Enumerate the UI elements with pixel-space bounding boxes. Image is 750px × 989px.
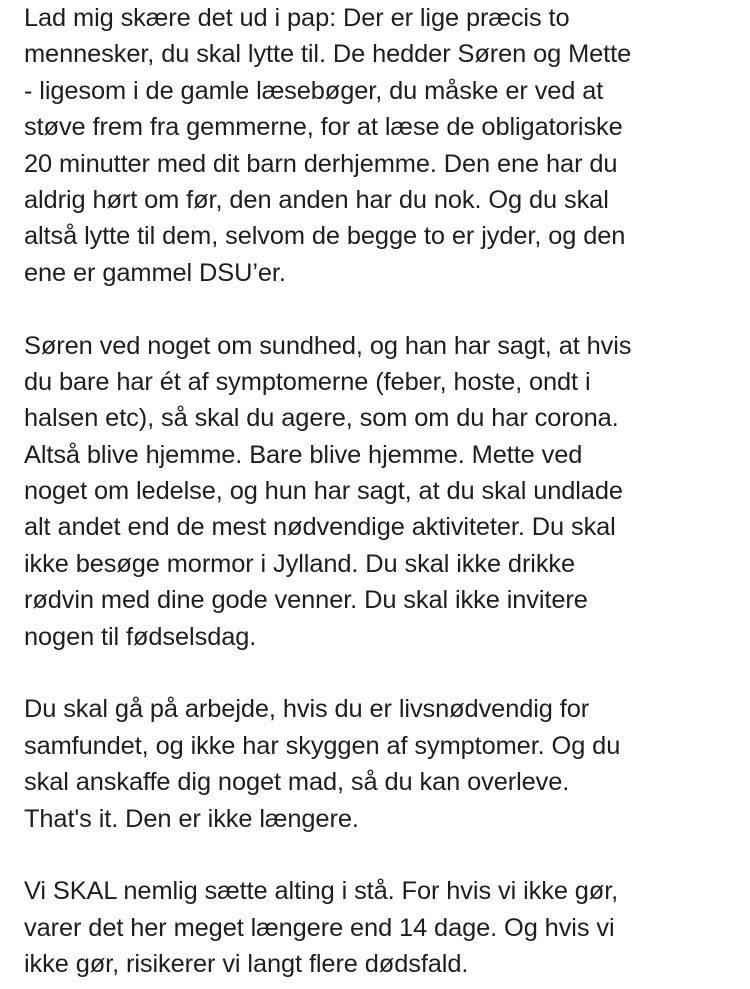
post-line: ikke gør, risikerer vi langt flere dødsfald. <box>24 950 469 979</box>
paragraph-gap <box>24 655 744 691</box>
post-line: Altså blive hjemme. Bare blive hjemme. Mette ved <box>24 440 583 469</box>
post-line: That's it. Den er ikke længere. <box>24 804 359 833</box>
post-line: samfundet, og ikke har skyggen af symptomer. Og du <box>24 731 621 760</box>
post-line: Vi SKAL nemlig sætte alting i stå. For hvis vi ikke gør, <box>24 877 619 906</box>
post-line: 20 minutter med dit barn derhjemme. Den ene har du <box>24 149 618 178</box>
post-line: skal anskaffe dig noget mad, så du kan overleve. <box>24 768 570 797</box>
post-line: altså lytte til dem, selvom de begge to er jyder, og den <box>24 222 626 251</box>
post-body <box>24 0 744 983</box>
post-line: varer det her meget længere end 14 dage. Og hvis vi <box>24 913 615 942</box>
post-paragraph-1 <box>24 0 744 291</box>
post-paragraph-4 <box>24 873 744 982</box>
post-line: mennesker, du skal lytte til. De hedder Søren og Mette <box>24 40 632 69</box>
post-line: aldrig hørt om før, den anden har du nok. Og du skal <box>24 185 609 214</box>
post-line: ene er gammel DSU’er. <box>24 258 286 287</box>
post-paragraph-3 <box>24 691 744 837</box>
post-line: Søren ved noget om sundhed, og han har sagt, at hvis <box>24 331 632 360</box>
post-paragraph-2 <box>24 328 744 656</box>
post-line: ikke besøge mormor i Jylland. Du skal ikke drikke <box>24 549 576 578</box>
post-line: noget om ledelse, og hun har sagt, at du skal undlade <box>24 477 623 506</box>
post-line: du bare har ét af symptomerne (feber, hoste, ondt i <box>24 367 591 396</box>
post-line: halsen etc), så skal du agere, som om du har corona. <box>24 404 619 433</box>
post-line: Du skal gå på arbejde, hvis du er livsnødvendig for <box>24 695 590 724</box>
post-line: Lad mig skære det ud i pap: Der er lige præcis to <box>24 4 570 32</box>
post-line: rødvin med dine gode venner. Du skal ikke invitere <box>24 586 588 615</box>
post-line: nogen til fødselsdag. <box>24 622 257 651</box>
post-line: - ligesom i de gamle læsebøger, du måske er ved at <box>24 76 604 105</box>
post-line: støve frem fra gemmerne, for at læse de obligatoriske <box>24 113 623 142</box>
paragraph-gap <box>24 291 744 327</box>
post-line: alt andet end de mest nødvendige aktiviteter. Du skal <box>24 513 616 542</box>
paragraph-gap <box>24 837 744 873</box>
